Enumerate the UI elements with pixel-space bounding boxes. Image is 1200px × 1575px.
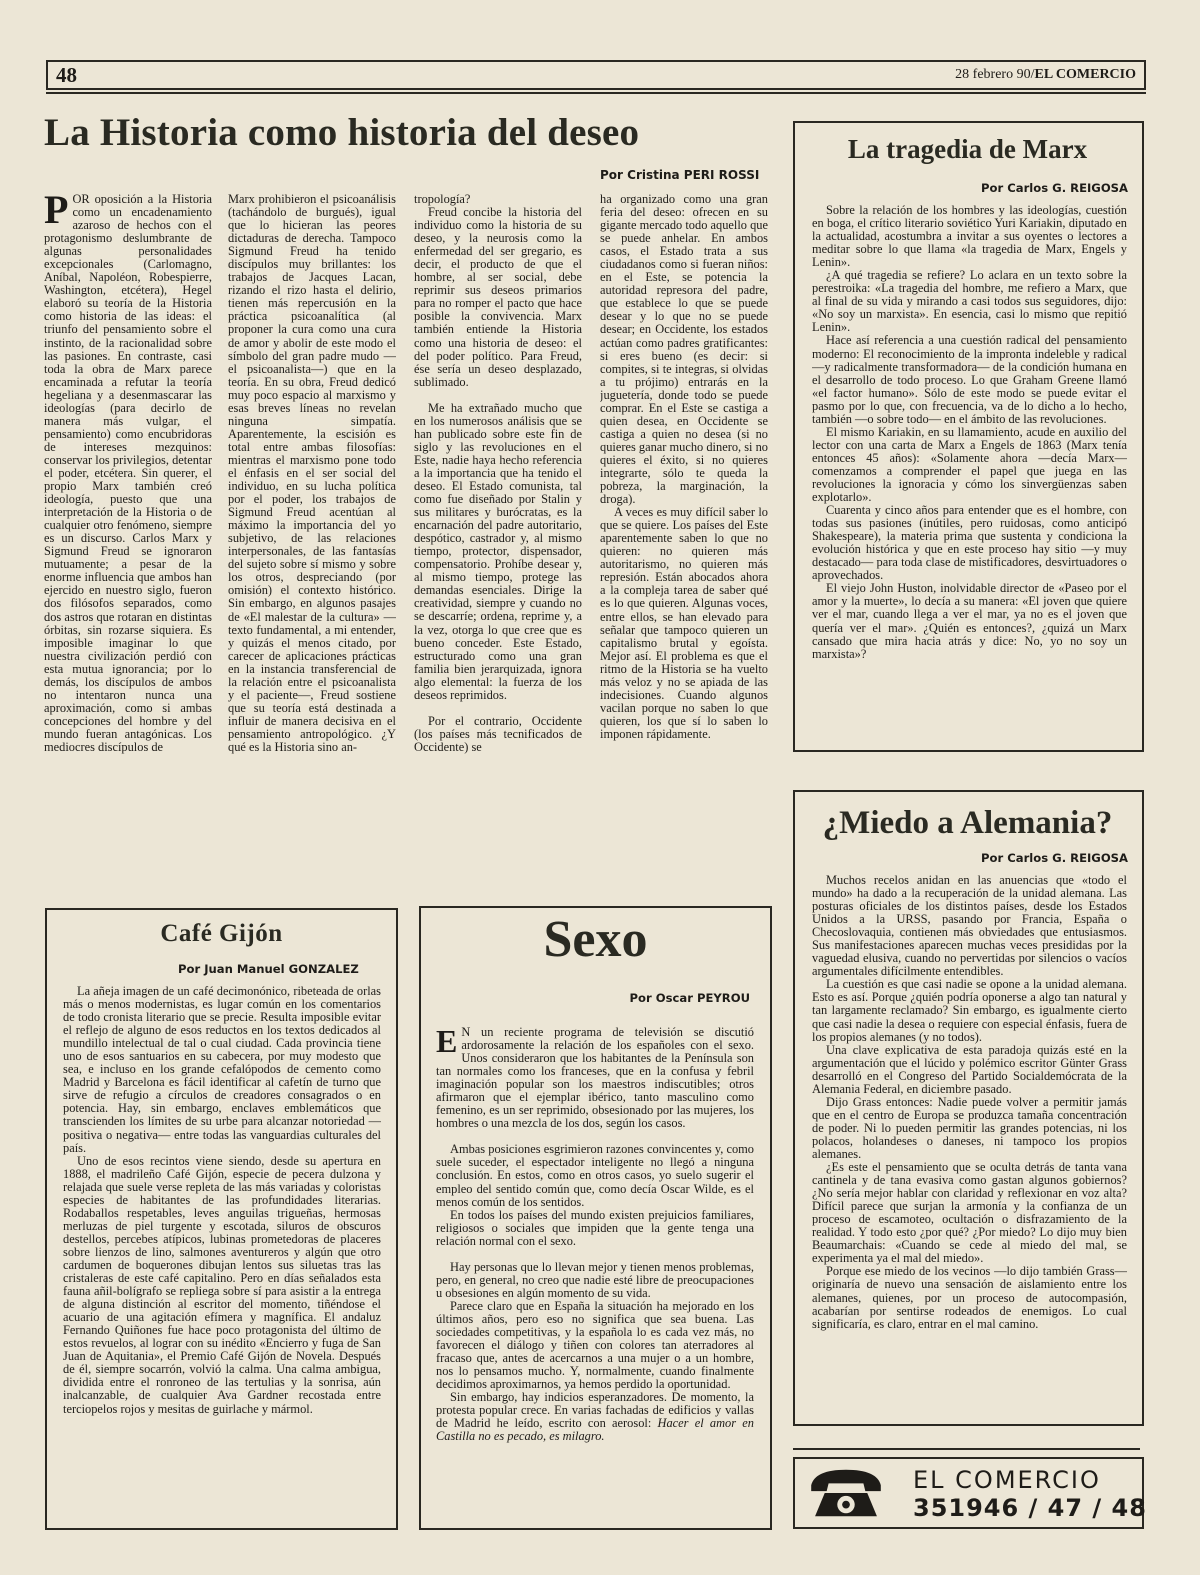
page-number: 48 xyxy=(56,63,77,87)
main-byline-prefix: Por Cristina xyxy=(600,168,684,182)
main-byline xyxy=(600,168,759,182)
marx-byline xyxy=(981,181,1128,195)
alemania-p1: Muchos recelos anidan en las anuencias que «todo el mundo» ha dado a la recuperación de la unidad alemana. Las posturas oficiales de los distintos países, desde los Estados Unidos a la URSS, pasando por Francia, España o Checoslovaquia, contienen más obviedades que entusiasmos. Sus manifestaciones aparecen muchas veces presididas por la vaguedad elusiva, cuando no pervertidas por silencios o vacíos argumentales difícilmente entendibles. xyxy=(812,874,1127,979)
ad-top-rule xyxy=(793,1448,1140,1450)
sexo-p6: Sin embargo, hay indicios esperanzadores. De momento, la protesta popular crece. En varias fachadas de edificios y vallas de Madrid he leído, escrito con aerosol: xyxy=(436,1390,754,1431)
main-col4-p2: A veces es muy difícil saber lo que se quiere. Los países del Este aparentemente saben lo que no quieren: no quieren más autoritarismo, no quieren más represión. Están abocados ahora a la compleja tarea de saber qué es lo que quieren. Algunas voces, entre ellos, se han elevado para señalar que tampoco quieren un capitalismo brutal y egoísta. Mejor así. El problema es que el ritmo de la Historia se ha vuelto más veloz y no se apiada de las indecisiones. Cuando algunos vacilan porque no saben lo que quieren, los que sí lo saben lo imponen rápidamente. xyxy=(600,505,768,741)
alemania-headline: ¿Miedo a Alemania? xyxy=(822,805,1113,841)
telephone-icon xyxy=(807,1464,885,1522)
main-column-3 xyxy=(414,193,582,881)
alemania-byline-prefix: Por Carlos G. xyxy=(981,851,1071,865)
marx-p1: Sobre la relación de los hombres y las ideologías, cuestión en boga, el crítico literario soviético Yuri Kariakin, diputado en la actualidad, acostumbra a invitar a sus oyentes o lectores a meditar sobre lo que llama «la tragedia de Marx, Engels y Lenin». xyxy=(812,204,1127,270)
sexo-headline: Sexo xyxy=(543,911,648,968)
cafe-byline-surname: GONZALEZ xyxy=(288,962,359,976)
main-column-2 xyxy=(228,193,396,881)
header-paper-name: EL COMERCIO xyxy=(1034,67,1136,82)
marx-body xyxy=(812,204,1127,744)
page-header xyxy=(46,60,1146,90)
alemania-p4: Dijo Grass entonces: Nadie puede volver a permitir jamás que en el centro de Europa se produzca tamaña concentración de poder. Ni lo pueden permitir las grandes potencias, ni los polacos, holandeses o daneses, ni tampoco los propios alemanes. xyxy=(812,1094,1127,1161)
sexo-dropcap: E xyxy=(436,1026,458,1059)
header-date: 28 febrero 90/ xyxy=(955,67,1035,82)
main-column-4 xyxy=(600,193,768,881)
marx-p3: Hace así referencia a una cuestión radical del pensamiento moderno: El reconocimiento de la impronta indeleble y radical —y radicalmente transformadora— de la condición humana en el desarrollo de todo proceso. Lo que Graham Greene llamó «el factor humano». Sólo de este modo se puede evitar el pasmo por lo que, con frecuencia, va de lo dicho a lo hecho, también —o sobre todo— en el ámbito de las revoluciones. xyxy=(812,333,1127,426)
main-col2-text: Marx prohibieron el psicoanálisis (tachándolo de burgués), igual que lo hicieran las peores dictaduras de derecha. Tampoco Sigmund Freud ha tenido discípulos muy brillantes: los trabajos de Jacques Lacan, rizando el rizo hasta el delirio, tienen más repercusión en la práctica psicoanalítica (al proponer la cura como una cura de amor y abolir de este modo el símbolo del gran padre mudo —el psicoanalista—) que en la teoría. En su obra, Freud dedicó muy poco espacio al marxismo y esas breves líneas no revelan ninguna simpatía. Aparentemente, la escisión es total entre ambas filosofías: mientras el marxismo pone todo el énfasis en el ser social del individuo, en su lucha política por el poder, los trabajos de Sigmund Freud acentúan al máximo la importancia del yo subjetivo, de las relaciones interpersonales, de las fantasías del sujeto sobre sí mismo y sobre los otros, despreciando (por omisión) el contexto histórico. Sin embargo, en algunos pasajes de «El malestar de la cultura» —texto fundamental, a mi entender, y quizás el menos citado, por carecer de aplicaciones prácticas en la instancia transferencial de la relación entre el psicoanalista y el paciente—, Freud sostiene que su teoría está destinada a influir de manera decisiva en el pensamiento antropológico. ¿Y qué es la Historia sino an- xyxy=(228,193,396,754)
sexo-p2: Ambas posiciones esgrimieron razones convincentes y, como suele suceder, el espectador inteligente no llegó a ninguna conclusión. En estos, como en otros casos, yo suelo sugerir el empleo del sentido común que, como decía Oscar Wilde, es el menos común de los sentidos. xyxy=(436,1142,754,1209)
alemania-byline-surname: REIGOSA xyxy=(1070,851,1128,865)
main-column-1 xyxy=(44,193,212,881)
ad-name: EL COMERCIO xyxy=(913,1466,1101,1494)
main-col3-p2: Freud concibe la historia del individuo como la historia de su deseo, y la neurosis como la enfermedad del ser gregario, es decir, el producto de que el hombre, al ser social, debe reprimir sus deseos primarios para no romper el pacto que hace posible la convivencia. Marx también entiende la Historia como una historia de deseo: el del poder político. Para Freud, ése sería un deseo desplazado, sublimado. xyxy=(414,205,582,389)
main-col1-text: OR oposición a la Historia como un encadenamiento azaroso de hechos con el protagonismo deslumbrante de algunas personalidades excepcionales (Carlomagno, Aníbal, Napoléon, Robespierre, Washington, etcétera), Hegel elaboró su teoría de la Historia como historia de las ideas: el triunfo del pensamiento sobre el instinto, de la racionalidad sobre las pasiones. En contraste, casi toda la obra de Marx parece encaminada a refutar la teoría hegeliana y a desenmascarar las ideologías (para decirlo de manera más vulgar, el pensamiento) como encubridoras de intereses mezquinos: conservar los privilegios, detentar el poder, etcétera. Sin querer, el propio Marx también creó ideología, puesto que una interpretación de la Historia o de cualquier otro fenómeno, siempre es un discurso. Carlos Marx y Sigmund Freud se ignoraron mutuamente; a pesar de la enorme influencia que ambos han ejercido en nuestro siglo, fueron dos filósofos separados, como dos astros que rotaran en distintas órbitas, sin rozarse siquiera. Es imposible imaginar lo que nuestra civilización perdió con esta mutua ignorancia; por lo demás, los discípulos de ambos no intentaron nunca una aproximación, como si ambas concepciones del hombre y del mundo fueran antagónicas. Los mediocres discípulos de xyxy=(44,193,212,754)
sexo-p4: Hay personas que lo llevan mejor y tienen menos problemas, pero, en general, no creo que nadie esté libre de preocupaciones u obsesiones en algún momento de su vida. xyxy=(436,1259,754,1300)
sexo-byline-surname: PEYROU xyxy=(696,991,750,1005)
sexo-p1: N un reciente programa de televisión se discutió ardorosamente la relación de los españoles con el sexo. Unos consideraron que los habitantes de la Península son tan normales como los franceses, que en la confusa y febril imaginación popular son los maestros indiscutibles; otros afirmaron que el ejemplar ibérico, tanto masculino como femenino, es un ser reprimido, obsesionado por las mujeres, los hombres o una mezcla de los dos, según los casos. xyxy=(436,1026,754,1131)
alemania-body xyxy=(812,874,1127,1419)
marx-p6: El viejo John Huston, inolvidable director de «Paseo por el amor y la muerte», lo decía a su manera: «El joven que quiere ver el mar, cuando llega a ver el mar, ya no es el joven que quería ver el mar». ¿Quién es entonces?, ¿quizá un Marx cansado que mira hacia atrás y dice: No, yo no soy un marxista»? xyxy=(812,581,1127,661)
sexo-p6-italic: Hacer el amor en Castilla no es pecado, es milagro. xyxy=(436,1416,754,1444)
sexo-byline xyxy=(630,991,750,1005)
main-headline: La Historia como historia del deseo xyxy=(44,111,640,154)
sexo-byline-prefix: Por Oscar xyxy=(629,991,697,1005)
alemania-p3: Una clave explicativa de esta paradoja quizás esté en la argumentación que el lúcido y polémico escritor Günter Grass desarrolló en el Congreso del Partido Socialdemócrata de la Alemania Federal, en diciembre pasado. xyxy=(812,1042,1127,1096)
cafe-p2: Uno de esos recintos viene siendo, desde su apertura en 1888, el madrileño Café Gijón, especie de pecera dulzona y relajada que suele verse repleta de las más variadas y coloristas especies de habitantes de las profundidades literarias. Rodaballos respetables, leves anguilas trigueñas, hermosas merluzas de piel turgente y escotada, siluros de obscuros destellos, percebes atípicos, lubinas prometedoras de placeres sobre lienzos de lino, salmones aventureros y algún que otro cardumen de boquerones dibujan lentos sus siluetas tras las cristaleras de este café capitalino. Pero en días señalados esta fauna añil-bolígrafo se repliega sobre sí para asistir a la entrega de alguna distinción al escritor del momento, tiñéndose el acuario de una agitación efímera y magnífica. El andaluz Fernando Quiñones fue hace poco protagonista del último de estos revuelos, al lograr con su inédito «Encierro y fuga de San Juan de Aquitania», el Premio Café Gijón de Novela. Después de él, siempre socarrón, volvió la calma. Una calma ambigua, dividida entre el ronroneo de las tertulias y la sonrisa, aún inalcanzable, de cualquier Ava Gardner recostada entre terciopelos rojos y mesitas de guirlache y mármol. xyxy=(63,1153,381,1416)
alemania-p2: La cuestión es que casi nadie se opone a la unidad alemana. Esto es así. Porque ¿quién podría oponerse a algo tan natural y tan largamente reclamado? Sin embargo, es igualmente cierto que casi nadie la desea o requiere con especial énfasis, fuera de los propios alemanes (y no todos). xyxy=(812,977,1127,1044)
cafe-body xyxy=(63,985,381,1525)
ad-phone: 351946 / 47 / 48 xyxy=(913,1494,1147,1522)
main-byline-surname: PERI ROSSI xyxy=(683,168,760,182)
cafe-byline-prefix: Por Juan Manuel xyxy=(178,962,289,976)
main-col3-p3: Me ha extrañado mucho que en los numerosos análisis que se han publicado sobre este fin de siglo y las revoluciones en el Este, nadie haya hecho referencia a la importancia que ha tenido el deseo. El Estado comunista, tal como fue diseñado por Stalin y sus militares y burócratas, es la encarnación del padre autoritario, despótico, castrador y, al mismo tiempo, protector, dispensador, compensatorio. Prohíbe desear y, al mismo tiempo, protege las demandas esenciales. Dirige la creatividad, siempre y cuando no se descarríe; ordena, reprime y, a la vez, otorga lo que cree que es bueno conceder. Este Estado, estructurado como una gran familia bien jerarquizada, ignora algo elemental: la fuerza de los deseos reprimidos. xyxy=(414,400,582,702)
alemania-byline xyxy=(981,851,1128,865)
main-col4-p1: ha organizado como una gran feria del deseo: ofrecen en su gigante mercado todo aquello que se puede anhelar. En ambos casos, el Estado trata a sus ciudadanos como si fueran niños: en el Este, se potencia la autoridad represora del padre, que establece lo que se puede desear y lo que no se puede desear; en Occidente, los estados actúan como padres gratificantes: si eres bueno (es decir: si compites, si te integras, si olvidas a tu prójimo) entrarás en la juguetería, donde todo se puede comprar. En el Este se castiga a quien desea, en Occidente se castiga a quien no desea (si no quieres ganar mucho dinero, si no quieres el éxito, si no quieres integrarte, sólo te queda la pobreza, la marginación, la droga). xyxy=(600,193,768,507)
cafe-byline xyxy=(178,962,359,976)
cafe-p1: La añeja imagen de un café decimonónico, ribeteada de orlas más o menos modernistas, es lugar común en los comentarios de todo cronista literario que se precie. Resulta imposible evitar el reflejo de alguno de esos reductos en los textos dedicados al mundillo intelectual de tal o cual ciudad. Cada provincia tiene uno de esos santuarios en su cabecera, por muy modesto que sea, e incluso en los grande cefalópodos de cemento como Madrid y Barcelona es fácil identificar al cafetín de turno que sirve de refugio a círculos de creadores consagrados o en potencia. Hay, sin embargo, enclaves emblemáticos que transcienden los límites de su urbe para alcanzar notoriedad —positiva o negativa— entre todas las vanguardias culturales del país. xyxy=(63,985,381,1155)
ad-box xyxy=(793,1457,1147,1529)
cafe-headline: Café Gijón xyxy=(160,920,283,947)
header-rule xyxy=(46,92,1146,94)
marx-p5: Cuarenta y cinco años para entender que es el hombre, con todas sus pasiones (inútiles, pero ruidosas, como anticipó Shakespeare), la materia prima que sustenta y condiciona la evolución histórica y que en este proceso hay sitio —y muy destacado— para toda clase de mistificadores, desvirtuadores o aprovechados. xyxy=(812,503,1127,583)
marx-byline-surname: REIGOSA xyxy=(1070,181,1128,195)
marx-p2: ¿A qué tragedia se refiere? Lo aclara en un texto sobre la perestroika: «La tragedia del hombre, me refiero a Marx, que al final de su vida y mirando a casi todos sus seguidores, dijo: «No soy un marxista». En esencia, casi lo mismo que repitió Lenin». xyxy=(812,268,1127,335)
marx-headline: La tragedia de Marx xyxy=(847,134,1088,164)
marx-p4: El mismo Kariakin, en su llamamiento, acude en auxilio del lector con una carta de Marx a Engels de 1863 (Marx tenía entonces 45 años): «Solamente ahora —decía Marx— comenzamos a comprender el papel que juega en las revoluciones la ignoracia y cómo los sinvergüenzas saben explotarlo». xyxy=(812,424,1127,505)
sexo-p3: En todos los países del mundo existen prejuicios familiares, religiosos o sociales que impiden que la gente tenga una relación normal con el sexo. xyxy=(436,1207,754,1248)
alemania-p6: Porque ese miedo de los vecinos —lo dijo también Grass— originaría de nuevo una sensación de aislamiento entre los alemanes, quienes, por un proceso de autocompasión, acabarían por sentirse rodeados de enemigos. Lo cual significaría, es claro, entrar en el mal camino. xyxy=(812,1264,1127,1331)
marx-byline-prefix: Por Carlos G. xyxy=(981,181,1071,195)
sexo-body xyxy=(436,1026,754,1523)
main-dropcap: P xyxy=(44,193,69,232)
alemania-p5: ¿Es este el pensamiento que se oculta detrás de tanta vana cantinela y de tana evasiva como gastan algunos gobiernos? ¿No sería mejor hablar con claridad y reflexionar en voz alta? Difícil parece que surjan la armonía y la confianza de un proceso de escamoteo, ocultación o disfrazamiento de la realidad. Y todo esto ¿por qué? ¿Por miedo? Lo dijo muy bien Beaumarchais: «Cuando se cede al miedo del mal, se experimenta ya el mal del miedo». xyxy=(812,1160,1127,1266)
sexo-p6-wrap xyxy=(436,1391,754,1443)
main-col3-p4: Por el contrario, Occidente (los países más tecnificados de Occidente) se xyxy=(414,713,582,754)
header-dateline xyxy=(955,67,1136,83)
main-col3-p1: tropología? xyxy=(414,193,471,206)
sexo-p5: Parece claro que en España la situación ha mejorado en los últimos años, pero eso no significa que sea buena. Las sociedades competitivas, y la española lo es cada vez más, no favorecen el diálogo y tiñen con colores tan aterradores al fracaso que, antes de acercarnos a una mujer o a un hombre, nos lo pensamos mucho. Y, normalmente, cuando finalmente decidimos aproximarnos, ya hemos perdido la oportunidad. xyxy=(436,1298,754,1392)
